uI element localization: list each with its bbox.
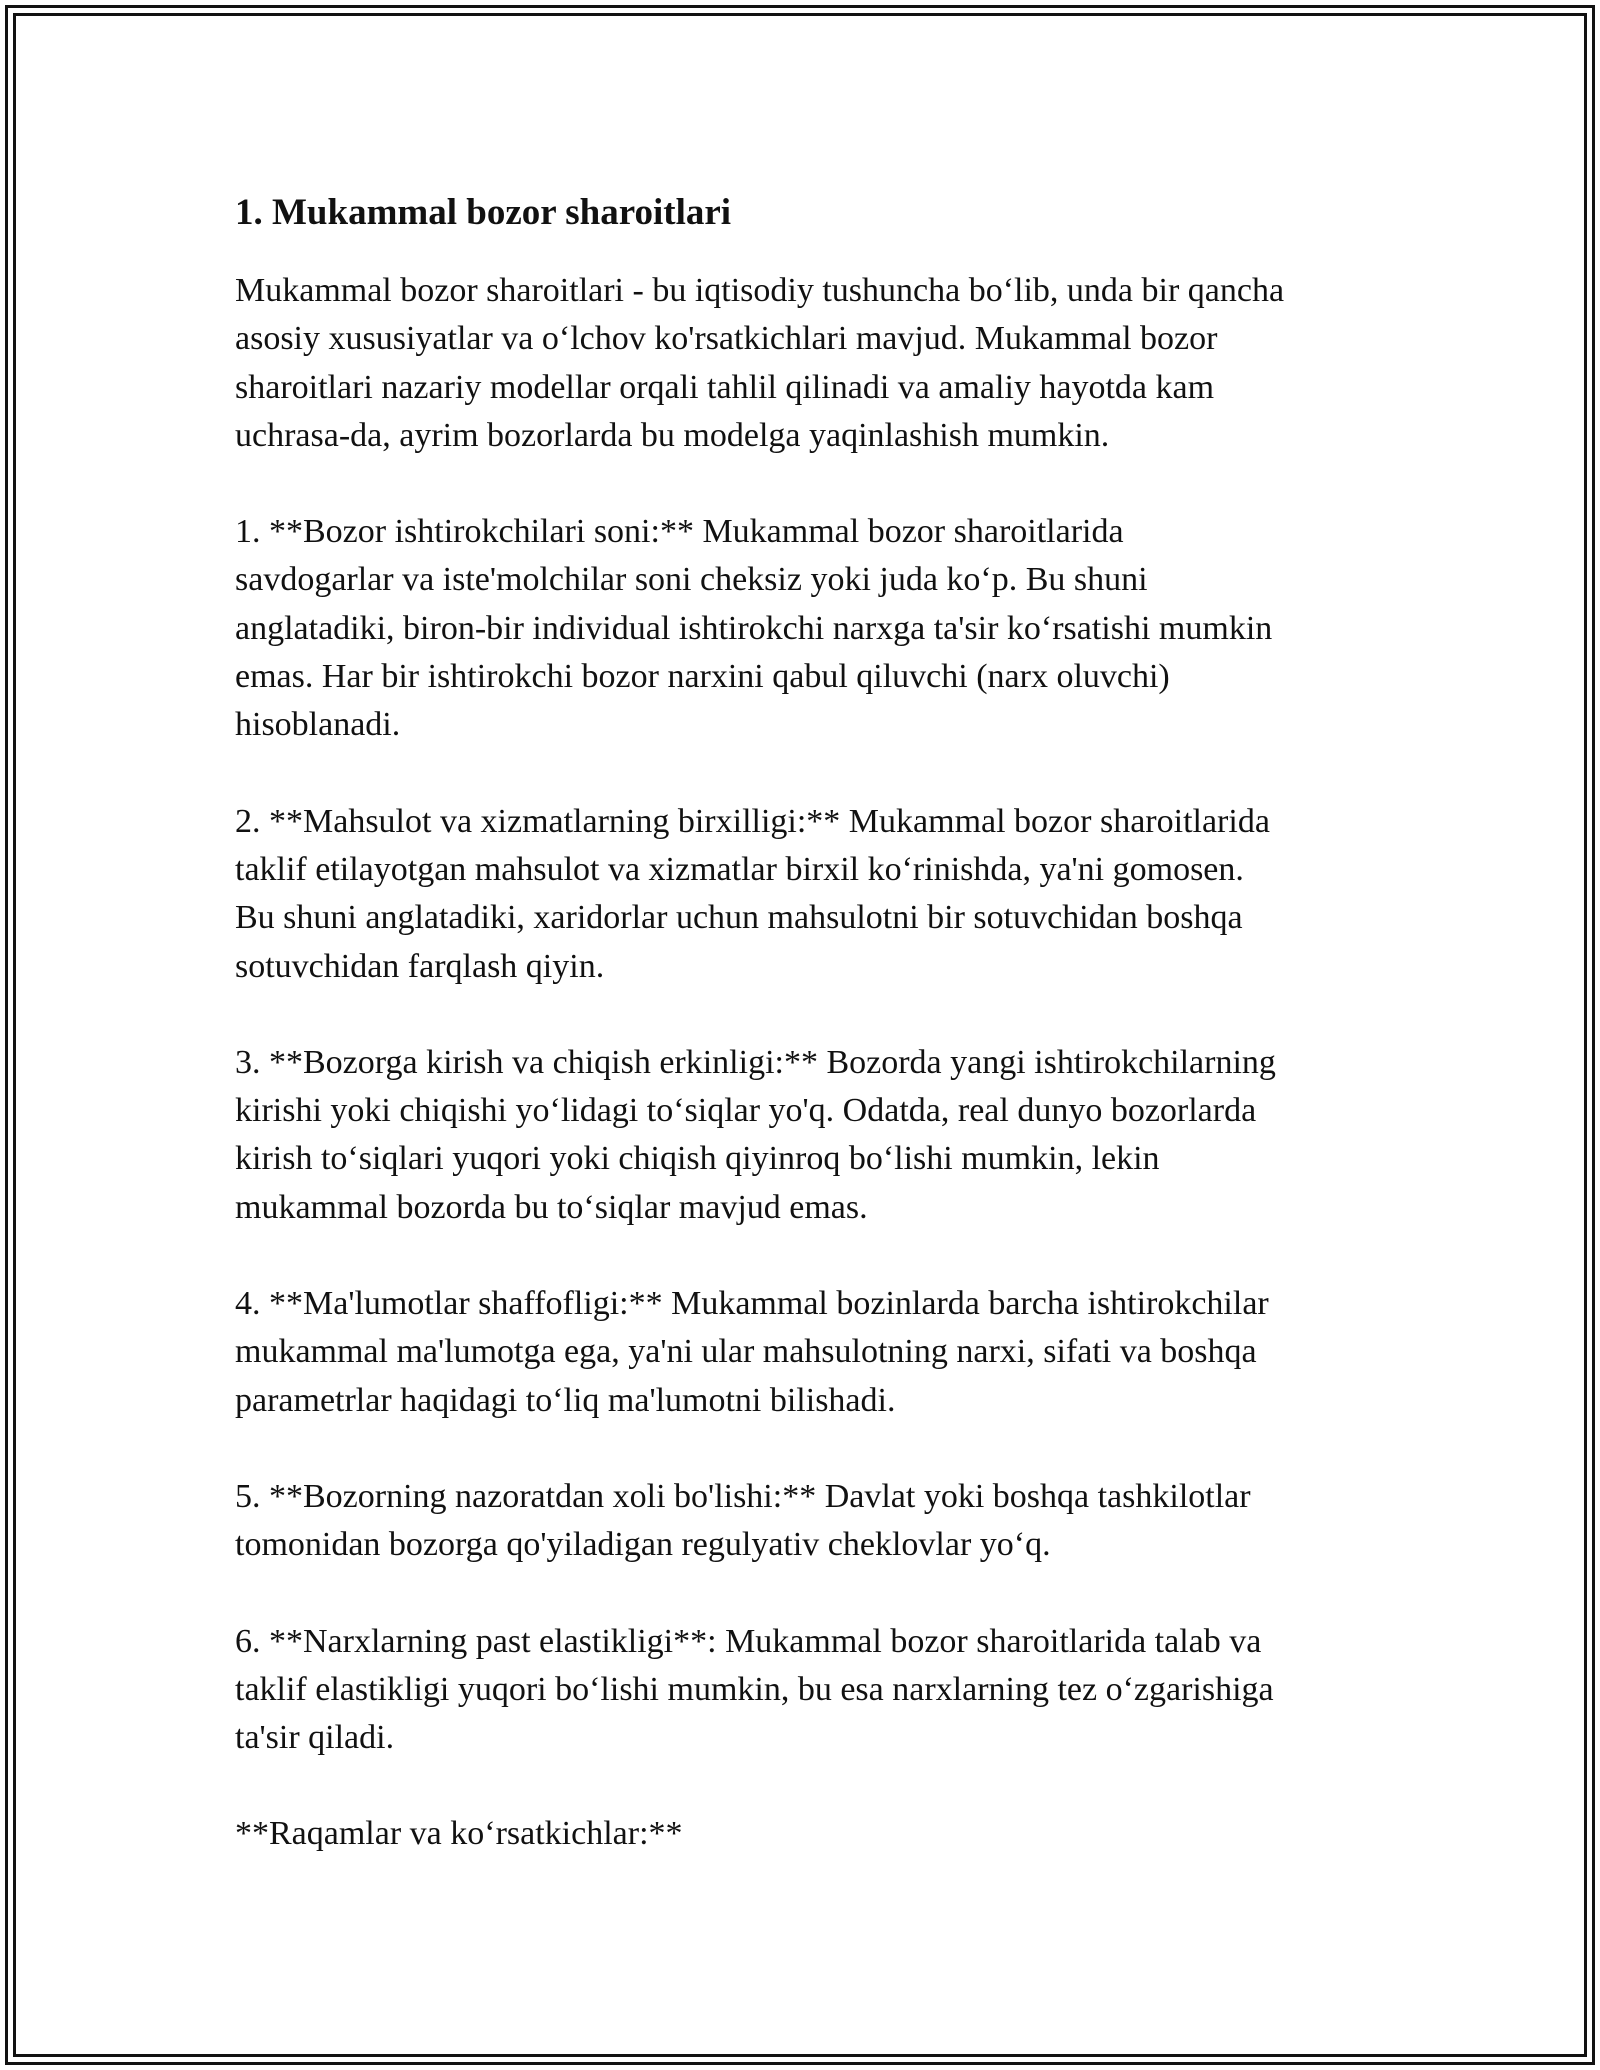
text-line: anglatadiki, biron-bir individual ishtirokchi narxga ta'sir ko‘rsatishi mumkin (235, 609, 1273, 647)
text-line: taklif etilayotgan mahsulot va xizmatlar birxil ko‘rinishda, ya'ni gomosen. (235, 850, 1244, 888)
text-line: taklif elastikligi yuqori bo‘lishi mumkin, bu esa narxlarning tez o‘zgarishiga (235, 1670, 1274, 1708)
text-line: kirishi yoki chiqishi yo‘lidagi to‘siqlar yo'q. Odatda, real dunyo bozorlarda (235, 1092, 1257, 1130)
text-line: emas. Har bir ishtirokchi bozor narxini qabul qiluvchi (narx oluvchi) (235, 658, 1170, 696)
document-body (235, 183, 1395, 1859)
text-line: 4. **Ma'lumotlar shaffofligi:** Mukammal bozinlarda barcha ishtirokchilar (235, 1285, 1269, 1323)
text-line: tomonidan bozorga qo'yiladigan regulyativ cheklovlar yo‘q. (235, 1526, 1051, 1564)
list-item-transparency (235, 1280, 1395, 1425)
list-item-elasticity (235, 1618, 1395, 1763)
text-line: parametrlar haqidagi to‘liq ma'lumotni bilishadi. (235, 1381, 896, 1419)
text-line: sharoitlari nazariy modellar orqali tahlil qilinadi va amaliy hayotda kam (235, 368, 1215, 406)
text-line: asosiy xususiyatlar va o‘lchov ko'rsatkichlari mavjud. Mukammal bozor (235, 320, 1218, 358)
text-line: Bu shuni anglatadiki, xaridorlar uchun mahsulotni bir sotuvchidan boshqa (235, 899, 1243, 937)
text-line: 6. **Narxlarning past elastikligi**: Mukammal bozor sharoitlarida talab va (235, 1622, 1262, 1660)
text-line: mukammal bozorda bu to‘siqlar mavjud emas. (235, 1188, 868, 1226)
text-line: 5. **Bozorning nazoratdan xoli bo'lishi:** Davlat yoki boshqa tashkilotlar (235, 1477, 1251, 1515)
intro-paragraph (235, 267, 1395, 460)
text-line: savdogarlar va iste'molchilar soni cheksiz yoki juda ko‘p. Bu shuni (235, 561, 1148, 599)
list-item-regulation (235, 1473, 1395, 1570)
text-line: 3. **Bozorga kirish va chiqish erkinligi:** Bozorda yangi ishtirokchilarning (235, 1043, 1276, 1081)
list-item-participants (235, 508, 1395, 749)
text-line: mukammal ma'lumotga ega, ya'ni ular mahsulotning narxi, sifati va boshqa (235, 1333, 1257, 1371)
text-line: uchrasa-da, ayrim bozorlarda bu modelga yaqinlashish mumkin. (235, 416, 1110, 454)
text-line: kirish to‘siqlari yuqori yoki chiqish qiyinroq bo‘lishi mumkin, lekin (235, 1140, 1160, 1178)
list-item-entry-exit (235, 1039, 1395, 1232)
text-line: Mukammal bozor sharoitlari - bu iqtisodiy tushuncha bo‘lib, unda bir qancha (235, 272, 1285, 309)
text-line: sotuvchidan farqlash qiyin. (235, 947, 605, 985)
document-title: 1. Mukammal bozor sharoitlari (235, 192, 732, 233)
figures-heading (235, 1810, 1395, 1858)
text-line: **Raqamlar va ko‘rsatkichlar:** (235, 1815, 683, 1853)
list-item-homogeneity (235, 798, 1395, 991)
text-line: ta'sir qiladi. (235, 1719, 395, 1757)
text-line: 1. **Bozor ishtirokchilari soni:** Mukammal bozor sharoitlarida (235, 513, 1124, 551)
text-line: hisoblanadi. (235, 706, 401, 744)
text-line: 2. **Mahsulot va xizmatlarning birxilligi:** Mukammal bozor sharoitlarida (235, 802, 1270, 840)
